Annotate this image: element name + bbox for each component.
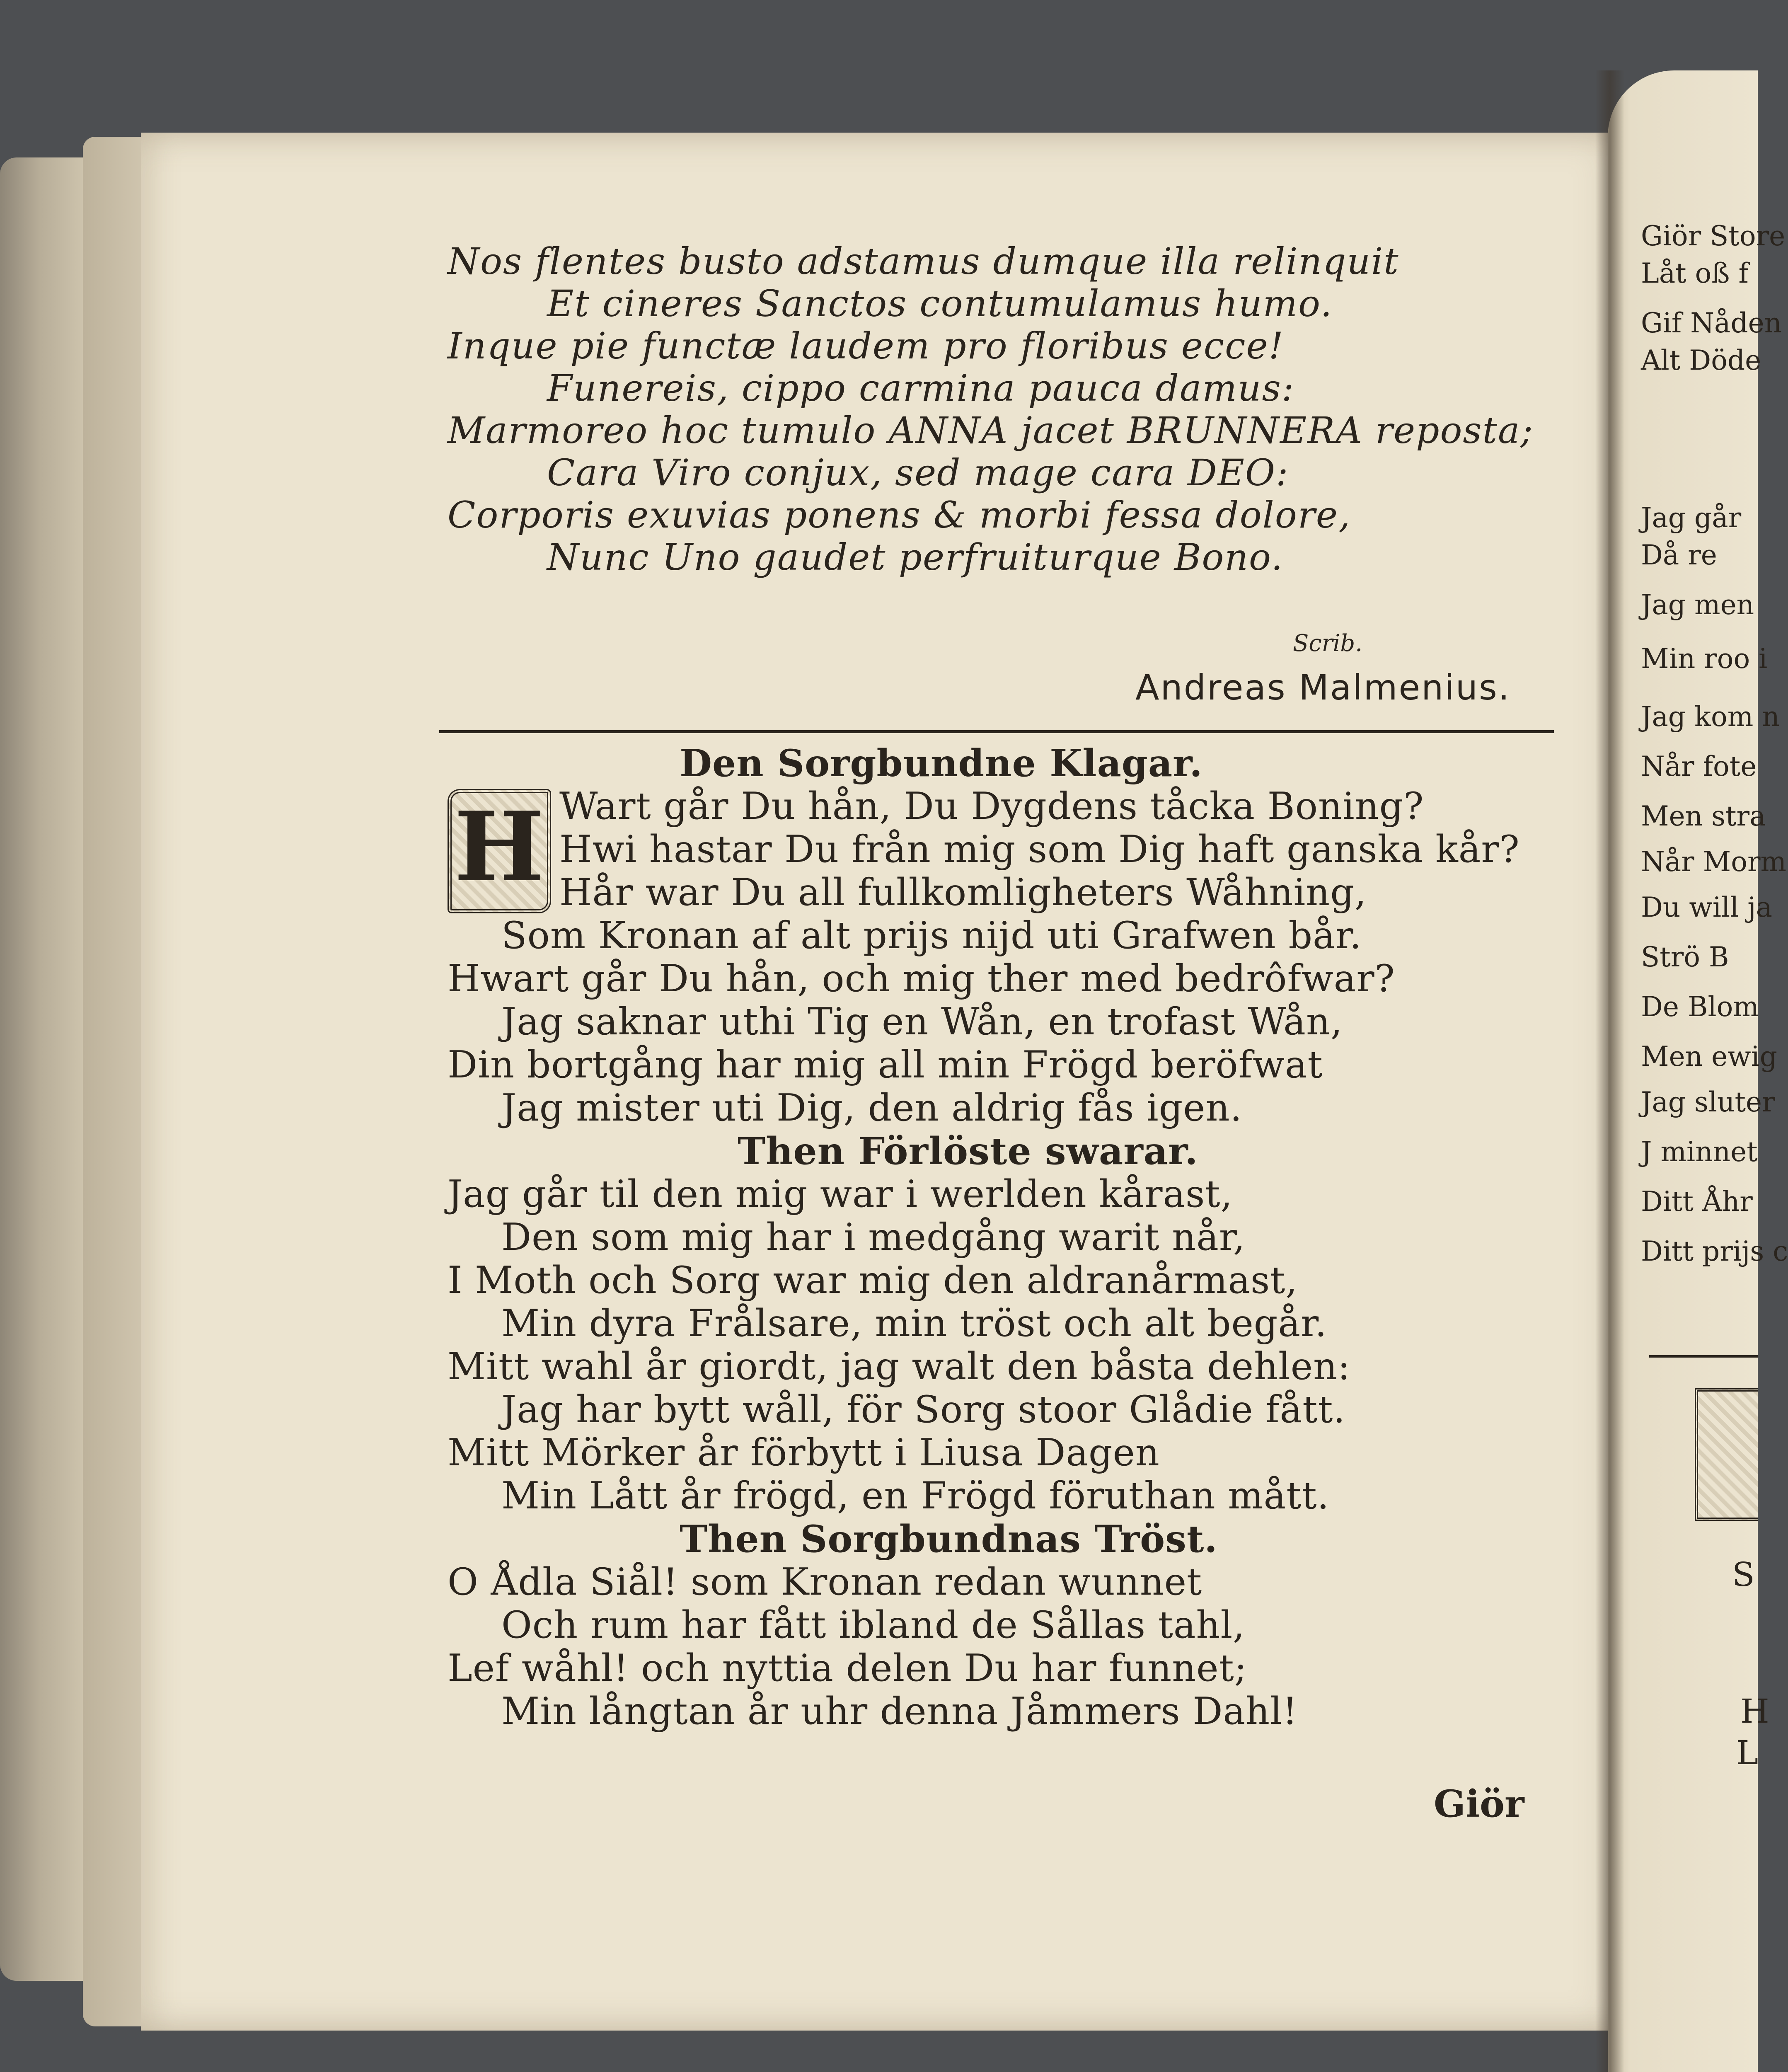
next-page-letter: L [1736, 1733, 1759, 1772]
latin-epitaph [448, 240, 1541, 579]
poem-line: Hwart går Du hån, och mig ther med bedrôfwar? [448, 957, 1395, 1000]
dropcap-letter: H [454, 791, 545, 903]
poem-line: Jag går til den mig war i werlden kårast, [448, 1172, 1233, 1216]
poem-line: Wart går Du hån, Du Dygdens tåcka Boning? [559, 784, 1424, 828]
poem-line: O Ådla Siål! som Kronan redan wunnet [448, 1560, 1202, 1604]
next-page-line: Men stra [1641, 800, 1766, 832]
poem-line: Och rum har fått ibland de Sållas tahl, [501, 1603, 1245, 1647]
poem-line: Min Lått år frögd, en Frögd föruthan mått. [501, 1474, 1330, 1518]
latin-line: Inque pie functæ laudem pro floribus ecce! [448, 324, 1284, 367]
author-signature: Andreas Malmenius. [1135, 667, 1511, 708]
section-divider [439, 730, 1554, 733]
next-page-line: Gif Nåden [1641, 307, 1782, 339]
next-page-line: Strö B [1641, 941, 1729, 973]
poem-line: Mitt wahl år giordt, jag walt den båsta dehlen: [448, 1345, 1351, 1388]
poem-line: Den som mig har i medgång warit når, [501, 1215, 1246, 1259]
next-page-line: Ditt prijs c [1641, 1235, 1788, 1267]
poem-line: Hwi hastar Du från mig som Dig haft ganska kår? [559, 828, 1520, 871]
swedish-poem [448, 742, 1558, 1733]
poem-line: I Moth och Sorg war mig den aldranårmast, [448, 1259, 1298, 1302]
next-page-line: Når fote [1641, 750, 1757, 782]
next-page-line: Når Morm [1641, 846, 1787, 878]
poem-heading: Den Sorgbundne Klagar. [680, 741, 1203, 785]
latin-line: Corporis exuvias ponens & morbi fessa dolore, [448, 494, 1351, 536]
poem-line: Mitt Mörker år förbytt i Liusa Dagen [448, 1431, 1160, 1474]
next-page-letter: H [1740, 1692, 1769, 1731]
latin-line: Nunc Uno gaudet perfruiturque Bono. [547, 536, 1284, 579]
scrib-label: Scrib. [1293, 630, 1363, 657]
next-page-line: Men ewig [1641, 1041, 1778, 1072]
latin-line: Funereis, cippo carmina pauca damus: [547, 367, 1295, 409]
spine-shadow [1595, 70, 1624, 2072]
poem-line: Jag mister uti Dig, den aldrig fås igen. [501, 1086, 1243, 1130]
stanza-opening [448, 785, 1558, 914]
next-page-divider [1649, 1355, 1758, 1358]
poem-line: Jag har bytt wåll, för Sorg stoor Glådie fått. [501, 1388, 1346, 1431]
next-page-line: Jag men [1641, 589, 1754, 621]
poem-heading: Then Förlöste swarar. [738, 1129, 1198, 1173]
next-page-line: De Blom [1641, 991, 1759, 1023]
next-page-line: Då re [1641, 539, 1717, 571]
next-page-letter: S [1732, 1555, 1755, 1594]
next-page-line: Min roo i [1641, 643, 1768, 675]
next-page-line: Giör Store [1641, 220, 1786, 252]
catchword: Giör [1434, 1782, 1524, 1826]
next-page-line: Alt Döde [1641, 344, 1761, 376]
next-page-line: Jag går [1641, 502, 1742, 534]
next-page-line: Jag sluter [1641, 1086, 1775, 1118]
poem-heading: Then Sorgbundnas Tröst. [680, 1517, 1218, 1561]
latin-line: Nos flentes busto adstamus dumque illa relinquit [448, 240, 1399, 283]
latin-line: Et cineres Sanctos contumulamus humo. [547, 282, 1333, 325]
next-page-ornament [1695, 1388, 1758, 1521]
poem-line: Jag saknar uthi Tig en Wån, en trofast Wån, [501, 1000, 1343, 1043]
poem-line: Hår war Du all fullkomligheters Wåhning, [559, 871, 1367, 914]
poem-line: Som Kronan af alt prijs nijd uti Grafwen bår. [501, 914, 1362, 957]
latin-line: Cara Viro conjux, sed mage cara DEO: [547, 451, 1289, 494]
next-page-line: Låt oß f [1641, 257, 1749, 289]
poem-line: Min långtan år uhr denna Jåmmers Dahl! [501, 1690, 1298, 1733]
next-page-line: J minnet [1641, 1136, 1758, 1168]
next-page-line: Du will ja [1641, 891, 1773, 923]
poem-line: Min dyra Frålsare, min tröst och alt begår. [501, 1302, 1327, 1345]
latin-line: Marmoreo hoc tumulo ANNA jacet BRUNNERA reposta; [448, 409, 1534, 452]
poem-line: Din bortgång har mig all min Frögd beröfwat [448, 1043, 1323, 1087]
ornamental-dropcap [448, 789, 551, 913]
poem-line: Lef wåhl! och nyttia delen Du har funnet; [448, 1646, 1247, 1690]
next-page-line: Jag kom n [1641, 701, 1780, 733]
next-page-line: Ditt Åhr [1641, 1186, 1753, 1218]
